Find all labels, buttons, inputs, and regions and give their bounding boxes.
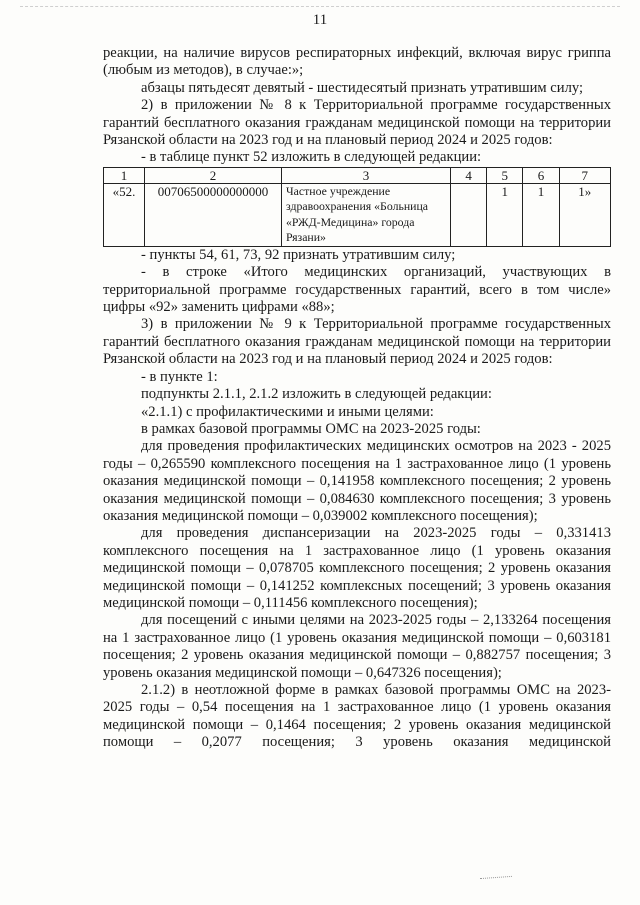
table-cell-4 <box>451 183 487 246</box>
paragraph: в рамках базовой программы ОМС на 2023-2025 годы: <box>141 420 481 437</box>
paragraph: 3) в приложении № 9 к Территориальной программе государственных гарантий бесплатного оказания гражданам медицинской помощи на территории Рязанской области на 2023 год и на плановый период 2024 и 2025 годов: <box>103 316 611 368</box>
paragraphs-after-table <box>103 247 611 752</box>
table-row <box>104 183 611 246</box>
table-header-cell: 6 <box>523 167 559 183</box>
table-header-cell: 5 <box>487 167 523 183</box>
table-cell-7: 1» <box>559 183 610 246</box>
scan-mark <box>480 876 512 881</box>
paragraph: - в строке «Итого медицинских организаций, участвующих в территориальной программе государственных гарантий, всего в том числе» цифры «92» заменить цифрами «88»; <box>103 264 611 316</box>
paragraph: для проведения профилактических медицинских осмотров на 2023 - 2025 годы – 0,265590 комплексного посещения на 1 застрахованное лицо (1 уровень оказания медицинской помощи – 0,141958 комплексного посещения; 2 уровень оказания медицинской помощи – 0,084630 комплексного посещения; 3 уровень оказания медицинской помощи – 0,039002 комплексного посещения); <box>103 438 611 524</box>
paragraph: - в пункте 1: <box>141 368 218 385</box>
document-body <box>103 45 611 752</box>
table-cell-6: 1 <box>523 183 559 246</box>
paragraph: - в таблице пункт 52 изложить в следующей редакции: <box>141 149 482 166</box>
organization-name-cell: Частное учреждение здравоохранения «Больница «РЖД-Медицина» города Рязани» <box>282 183 451 246</box>
table-header-cell: 7 <box>559 167 610 183</box>
table-header-cell: 4 <box>451 167 487 183</box>
paragraph: - пункты 54, 61, 73, 92 признать утратившим силу; <box>141 246 456 263</box>
registry-code-cell: 00706500000000000 <box>145 183 282 246</box>
table-header-cell: 3 <box>282 167 451 183</box>
scan-top-edge <box>20 6 620 8</box>
table-cell-5: 1 <box>487 183 523 246</box>
table-header-cell: 2 <box>145 167 282 183</box>
row-number-cell: «52. <box>104 183 145 246</box>
paragraph: для проведения диспансеризации на 2023-2025 годы – 0,331413 комплексного посещения на 1 застрахованное лицо (1 уровень оказания медицинской помощи – 0,078705 комплексного посещения; 2 уровень оказания медицинской помощи – 0,141252 комплексных посещений; 3 уровень оказания медицинской помощи – 0,111456 комплексного посещения); <box>103 525 611 611</box>
page-number: 11 <box>312 12 328 28</box>
hospital-table <box>103 167 611 247</box>
paragraph: 2) в приложении № 8 к Территориальной программе государственных гарантий бесплатного оказания гражданам медицинской помощи на территории Рязанской области на 2023 год и на плановый период 2024 и 2025 годов: <box>103 97 611 149</box>
paragraph: «2.1.1) с профилактическими и иными целями: <box>141 403 434 420</box>
paragraph: для посещений с иными целями на 2023-2025 годы – 2,133264 посещения на 1 застрахованное лицо (1 уровень оказания медицинской помощи – 0,603181 посещения; 2 уровень оказания медицинской помощи – 0,882757 посещения; 3 уровень оказания медицинской помощи – 0,647326 посещения); <box>103 612 611 681</box>
paragraph: 2.1.2) в неотложной форме в рамках базовой программы ОМС на 2023-2025 годы – 0,54 посещения на 1 застрахованное лицо (1 уровень оказания медицинской помощи – 0,1464 посещения; 2 уровень оказания медицинской помощи – 0,2077 посещения; 3 уровень оказания медицинской <box>103 682 611 751</box>
table-header-cell: 1 <box>104 167 145 183</box>
paragraph: реакции, на наличие вирусов респираторных инфекций, включая вирус гриппа (любым из методов), в случае:»; <box>103 45 611 79</box>
paragraphs-before-table <box>103 45 611 167</box>
paragraph: абзацы пятьдесят девятый - шестидесятый признать утратившим силу; <box>141 79 584 96</box>
table-header-row <box>104 167 611 183</box>
paragraph: подпункты 2.1.1, 2.1.2 изложить в следующей редакции: <box>141 386 492 403</box>
